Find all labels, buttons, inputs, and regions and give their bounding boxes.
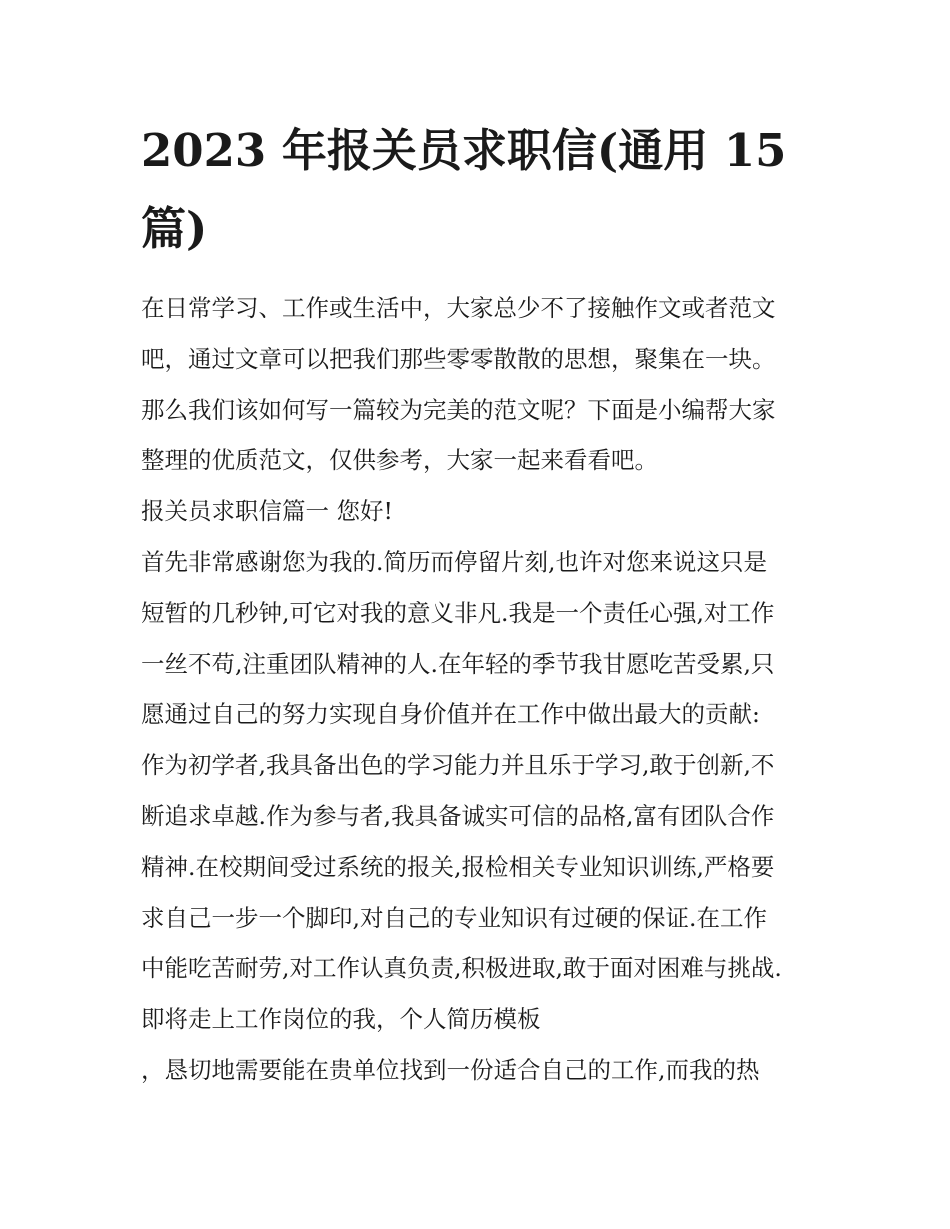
body-line: 中能吃苦耐劳,对工作认真负责,积极进取,敢于面对困难与挑战. [141, 954, 782, 983]
intro-line: 整理的优质范文，仅供参考，大家一起来看看吧。 [141, 446, 658, 475]
body-line: 作为初学者,我具备出色的学习能力并且乐于学习,敢于创新,不 [141, 751, 775, 780]
body-line: 精神.在校期间受过系统的报关,报检相关专业知识训练,严格要 [141, 852, 775, 881]
body-line: 断追求卓越.作为参与者,我具备诚实可信的品格,富有团队合作 [141, 801, 775, 830]
body-line: 求自己一步一个脚印,对自己的专业知识有过硬的保证.在工作 [141, 903, 767, 932]
title-line-1: 2023 年报关员求职信(通用 15 [141, 124, 787, 177]
document-page [141, 112, 821, 1096]
body-line: ，恳切地需要能在贵单位找到一份适合自己的工作,而我的热 [141, 1055, 760, 1084]
body-paragraph [141, 537, 821, 1096]
title-line-2: 篇) [141, 202, 208, 255]
body-line: 即将走上工作岗位的我，个人简历模板 [141, 1005, 541, 1034]
body-line: 一丝不苟,注重团队精神的人.在年轻的季节我甘愿吃苦受累,只 [141, 649, 775, 678]
body-line: 首先非常感谢您为我的.简历而停留片刻,也许对您来说这只是 [141, 547, 767, 576]
intro-paragraph [141, 283, 821, 486]
intro-line: 在日常学习、工作或生活中，大家总少不了接触作文或者范文 [141, 294, 776, 322]
body-line: 短暂的几秒钟,可它对我的意义非凡.我是一个责任心强,对工作 [141, 598, 775, 627]
intro-line: 那么我们该如何写一篇较为完美的范文呢？下面是小编帮大家 [141, 395, 776, 424]
section-heading: 报关员求职信篇一 您好! [141, 497, 393, 526]
intro-line: 吧，通过文章可以把我们那些零零散散的思想，聚集在一块。 [141, 344, 776, 373]
document-title [141, 112, 821, 268]
body-line: 愿通过自己的努力实现自身价值并在工作中做出最大的贡献: [141, 700, 760, 729]
